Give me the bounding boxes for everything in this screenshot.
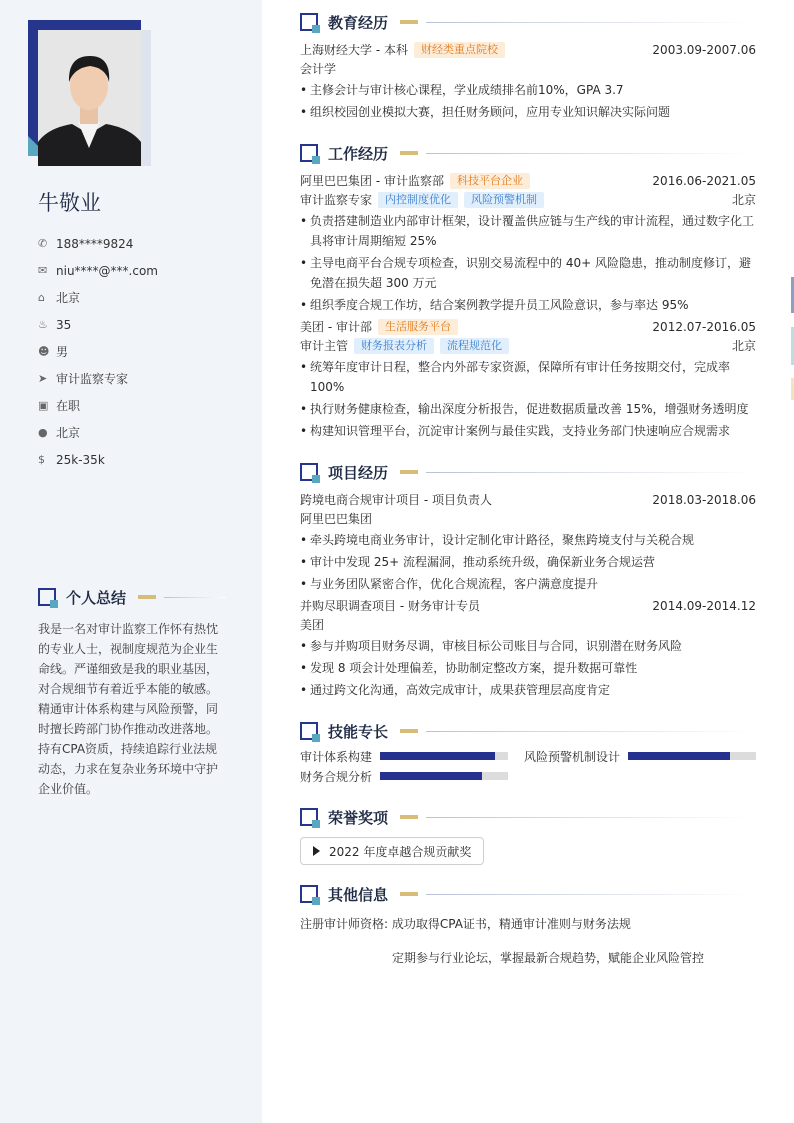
section-accent-bar xyxy=(400,892,418,896)
briefcase-icon: ▣ xyxy=(38,399,49,412)
section-square-icon xyxy=(300,722,318,740)
info-age xyxy=(38,311,248,338)
position-title: 审计监察专家 xyxy=(300,192,373,207)
skill-tag: 内控制度优化 xyxy=(378,192,458,208)
gender-icon: ☻ xyxy=(38,345,50,358)
main-content xyxy=(300,10,756,968)
info-text: 审计监察专家 xyxy=(56,372,129,386)
education-bullets xyxy=(300,80,756,122)
project-header xyxy=(300,490,756,509)
info-home xyxy=(38,284,248,311)
section-title: 个人总结 xyxy=(66,588,127,607)
section-header xyxy=(300,141,756,165)
section-header xyxy=(38,585,226,609)
job-position-row xyxy=(300,336,756,355)
project-bullets xyxy=(300,636,756,700)
section-square-icon xyxy=(300,13,318,31)
skill-tag: 流程规范化 xyxy=(440,338,509,354)
info-text: 在职 xyxy=(56,399,81,413)
skill-tag: 财务报表分析 xyxy=(354,338,434,354)
project-org: 阿里巴巴集团 xyxy=(300,511,373,526)
info-status xyxy=(38,392,248,419)
education-date: 2003.09-2007.06 xyxy=(652,42,756,57)
section-divider xyxy=(426,731,756,732)
section-square-icon xyxy=(300,885,318,903)
job-position-row xyxy=(300,190,756,209)
avatar xyxy=(38,30,141,166)
section-divider xyxy=(426,472,756,473)
section-header xyxy=(300,882,756,906)
section-title: 荣誉奖项 xyxy=(328,808,389,827)
project-bullets xyxy=(300,530,756,594)
skill-name: 财务合规分析 xyxy=(300,769,373,784)
info-location xyxy=(38,419,248,446)
other-line: 定期参与行业论坛，掌握最新合规趋势，赋能企业风险管控 xyxy=(392,951,705,965)
award-badge xyxy=(300,837,484,865)
skills-section xyxy=(300,719,756,785)
job-bullets xyxy=(300,211,756,315)
section-header xyxy=(300,805,756,829)
job-bullets xyxy=(300,357,756,441)
section-accent-bar xyxy=(138,595,156,599)
section-header xyxy=(300,460,756,484)
contact-info xyxy=(38,230,248,473)
project-name: 跨境电商合规审计项目 - 项目负责人 xyxy=(300,492,492,507)
section-title: 工作经历 xyxy=(328,144,389,163)
section-title: 技能专长 xyxy=(328,722,389,741)
skill-item xyxy=(524,747,756,765)
skill-grid xyxy=(300,747,756,785)
play-triangle-icon xyxy=(313,846,320,856)
company-tag: 科技平台企业 xyxy=(450,173,530,189)
section-header xyxy=(300,10,756,34)
education-row xyxy=(300,40,756,59)
list-item: • 牵头跨境电商业务审计，设计定制化审计路径，聚焦跨境支付与关税合规 xyxy=(300,530,756,550)
section-accent-bar xyxy=(400,729,418,733)
photo-frame xyxy=(28,20,152,166)
other-line: 注册审计师资格: 成功取得CPA证书，精通审计准则与财务法规 xyxy=(300,917,631,931)
list-item: • 组织校园创业模拟大赛，担任财务顾问，应用专业知识解决实际问题 xyxy=(300,102,756,122)
education-section xyxy=(300,10,756,122)
skill-name: 审计体系构建 xyxy=(300,749,373,764)
section-divider xyxy=(426,22,756,23)
project-name: 并购尽职调查项目 - 财务审计专员 xyxy=(300,598,480,613)
info-text: 25k-35k xyxy=(56,452,105,467)
list-item: • 审计中发现 25+ 流程漏洞，推动系统升级，确保新业务合规运营 xyxy=(300,552,756,572)
section-divider xyxy=(426,817,756,818)
job-date: 2012.07-2016.05 xyxy=(652,319,756,334)
info-salary xyxy=(38,446,248,473)
section-accent-bar xyxy=(400,815,418,819)
candidate-name: 牛敬业 xyxy=(38,191,101,215)
company-name: 阿里巴巴集团 - 审计监察部 xyxy=(300,173,444,188)
job-date: 2016.06-2021.05 xyxy=(652,173,756,188)
section-square-icon xyxy=(300,463,318,481)
section-accent-bar xyxy=(400,151,418,155)
section-square-icon xyxy=(300,144,318,162)
project-header xyxy=(300,596,756,615)
project-date: 2018.03-2018.06 xyxy=(652,492,756,507)
skill-tag: 风险预警机制 xyxy=(464,192,544,208)
skill-bar xyxy=(380,752,508,760)
info-email xyxy=(38,257,248,284)
job-header xyxy=(300,171,756,190)
send-icon: ➤ xyxy=(38,372,48,385)
award-name: 2022 年度卓越合规贡献奖 xyxy=(329,844,472,859)
company-name: 美团 - 审计部 xyxy=(300,319,372,334)
list-item: • 构建知识管理平台，沉淀审计案例与最佳实践，支持业务部门快速响应合规需求 xyxy=(300,421,756,441)
skill-bar-fill xyxy=(380,772,482,780)
section-accent-bar xyxy=(400,20,418,24)
info-text: 北京 xyxy=(56,426,81,440)
skill-item xyxy=(300,747,524,765)
list-item: • 与业务团队紧密合作，优化合规流程，客户满意度提升 xyxy=(300,574,756,594)
section-title: 项目经历 xyxy=(328,463,389,482)
job-city: 北京 xyxy=(731,192,756,207)
list-item: • 通过跨文化沟通，高效完成审计，成果获管理层高度肯定 xyxy=(300,680,756,700)
list-item: • 负责搭建制造业内部审计框架，设计覆盖供应链与生产线的审计流程，通过数字化工具将审计周期缩短 25% xyxy=(300,211,756,251)
list-item: • 参与并购项目财务尽调，审核目标公司账目与合同，识别潜在财务风险 xyxy=(300,636,756,656)
phone-icon: ✆ xyxy=(38,237,48,250)
school-tag: 财经类重点院校 xyxy=(414,42,505,58)
job-city: 北京 xyxy=(731,338,756,353)
major-row xyxy=(300,59,756,78)
summary-section xyxy=(38,585,226,799)
project-org-row xyxy=(300,615,756,634)
home-icon: ⌂ xyxy=(38,291,45,304)
list-item: • 主修会计与审计核心课程，学业成绩排名前10%，GPA 3.7 xyxy=(300,80,756,100)
email-icon: ✉ xyxy=(38,264,48,277)
sidebar xyxy=(0,0,262,1123)
skill-bar-fill xyxy=(628,752,730,760)
section-title: 其他信息 xyxy=(328,885,389,904)
list-item: • 发现 8 项会计处理偏差，协助制定整改方案，提升数据可靠性 xyxy=(300,658,756,678)
skill-bar xyxy=(628,752,756,760)
other-section xyxy=(300,882,756,968)
skill-bar xyxy=(380,772,508,780)
other-info xyxy=(300,914,756,968)
work-section xyxy=(300,141,756,441)
section-divider xyxy=(164,597,226,598)
project-org-row xyxy=(300,509,756,528)
info-text: 北京 xyxy=(56,291,81,305)
list-item: • 主导电商平台合规专项检查，识别交易流程中的 40+ 风险隐患，推动制度修订，避免潜在损失超 300 万元 xyxy=(300,253,756,293)
location-icon: ● xyxy=(38,426,48,439)
cake-icon: ♨ xyxy=(38,318,48,331)
job-header xyxy=(300,317,756,336)
project-org: 美团 xyxy=(300,617,325,632)
section-square-icon xyxy=(300,808,318,826)
info-text: niu****@***.com xyxy=(56,263,158,278)
skill-bar-fill xyxy=(380,752,495,760)
list-item: • 执行财务健康检查，输出深度分析报告，促进数据质量改善 15%，增强财务透明度 xyxy=(300,399,756,419)
summary-text: 我是一名对审计监察工作怀有热忱的专业人士，视制度规范为企业生命线。严谨细致是我的职业基因，对合规细节有着近乎本能的敏感。精通审计体系构建与风险预警，同时擅长跨部门协作推动改进落地。持有CPA资质，持续追踪行业法规动态，力求在复杂业务环境中守护企业价值。 xyxy=(38,622,219,796)
position-title: 审计主管 xyxy=(300,338,349,353)
section-header xyxy=(300,719,756,743)
skill-item xyxy=(300,767,524,785)
list-item: • 统筹年度审计日程，整合内外部专家资源，保障所有审计任务按期交付，完成率 100% xyxy=(300,357,756,397)
section-accent-bar xyxy=(400,470,418,474)
project-date: 2014.09-2014.12 xyxy=(652,598,756,613)
school-name: 上海财经大学 - 本科 xyxy=(300,42,408,57)
skill-name: 风险预警机制设计 xyxy=(524,749,621,764)
info-text: 男 xyxy=(56,345,69,359)
info-target-position xyxy=(38,365,248,392)
salary-icon: $ xyxy=(38,453,45,466)
section-square-icon xyxy=(38,588,56,606)
info-phone xyxy=(38,230,248,257)
projects-section xyxy=(300,460,756,700)
section-title: 教育经历 xyxy=(328,13,389,32)
honors-section xyxy=(300,805,756,865)
section-divider xyxy=(426,153,756,154)
major: 会计学 xyxy=(300,61,337,76)
info-text: 35 xyxy=(56,317,72,332)
company-tag: 生活服务平台 xyxy=(378,319,458,335)
list-item: • 组织季度合规工作坊，结合案例教学提升员工风险意识，参与率达 95% xyxy=(300,295,756,315)
section-divider xyxy=(426,894,756,895)
info-gender xyxy=(38,338,248,365)
info-text: 188****9824 xyxy=(56,236,134,251)
